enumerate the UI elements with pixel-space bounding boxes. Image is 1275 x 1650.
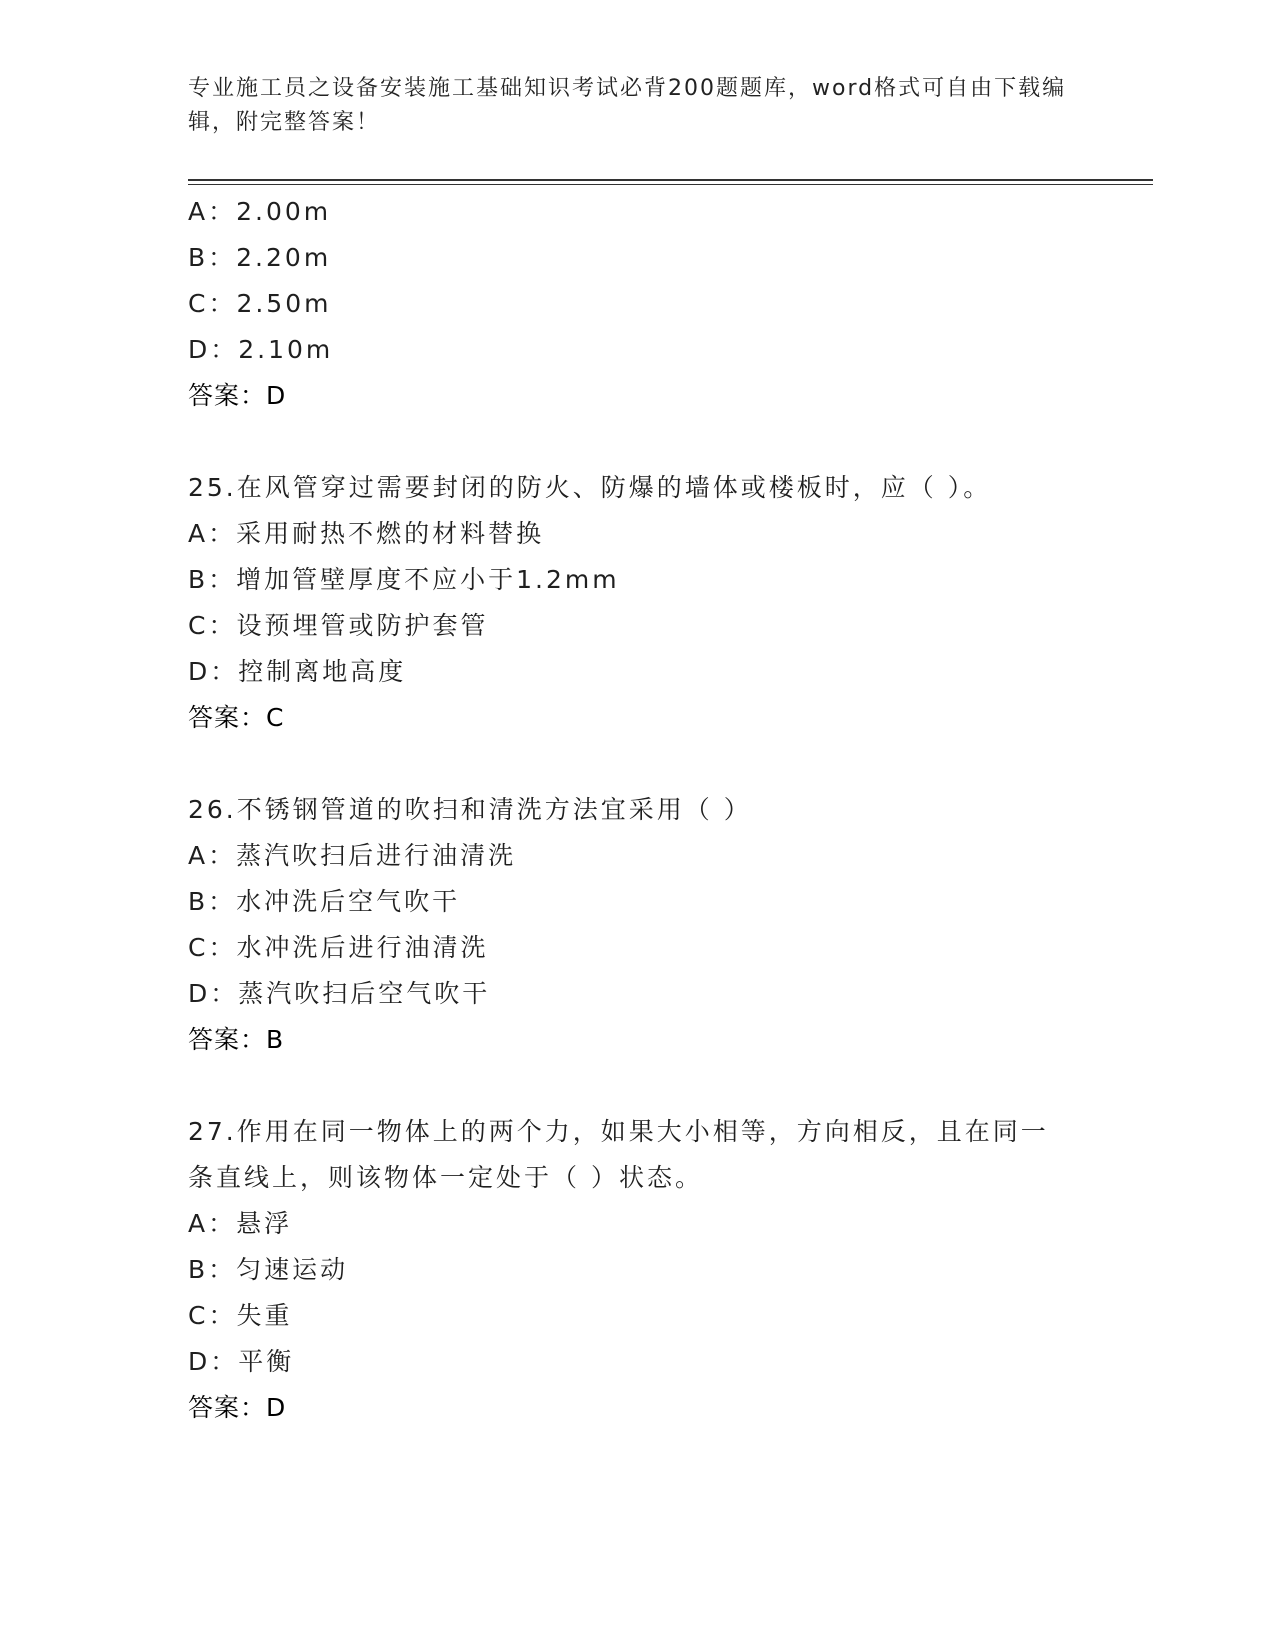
answer-line: 答案：B [188,1025,285,1054]
option-d: D：蒸汽吹扫后空气吹干 [188,979,491,1008]
question-stem: 25.在风管穿过需要封闭的防火、防爆的墙体或楼板时，应（ ）。 [188,473,992,502]
question-stem-line-2: 条直线上，则该物体一定处于（ ）状态。 [188,1163,703,1192]
answer-line: 答案：D [188,1393,287,1422]
document-header: 专业施工员之设备安装施工基础知识考试必背200题题库，word格式可自由下载编辑，附完整答案！ [188,76,1067,135]
header-divider-thick [188,179,1153,181]
option-c: C：失重 [188,1301,293,1330]
answer-line: 答案：D [188,381,287,410]
option-a: A：蒸汽吹扫后进行油清洗 [188,841,517,870]
question-24-continued [188,189,1088,419]
option-b: B：2.20m [188,243,332,272]
question-27 [188,1109,1088,1431]
option-d: D：2.10m [188,335,334,364]
spacer [188,419,1088,465]
question-stem-line-1: 27.作用在同一物体上的两个力，如果大小相等，方向相反，且在同一 [188,1117,1049,1146]
answer-line: 答案：C [188,703,285,732]
option-b: B：水冲洗后空气吹干 [188,887,461,916]
option-b: B：增加管壁厚度不应小于1.2mm [188,565,620,594]
option-d: D：平衡 [188,1347,295,1376]
option-d: D：控制离地高度 [188,657,407,686]
header-divider-thin [188,184,1153,185]
question-26 [188,787,1088,1063]
spacer [188,741,1088,787]
spacer [188,1063,1088,1109]
option-b: B：匀速运动 [188,1255,349,1284]
option-c: C：设预埋管或防护套管 [188,611,489,640]
option-c: C：2.50m [188,289,332,318]
option-c: C：水冲洗后进行油清洗 [188,933,489,962]
question-list [188,189,1088,1431]
question-stem: 26.不锈钢管道的吹扫和清洗方法宜采用（ ） [188,795,752,824]
option-a: A：采用耐热不燃的材料替换 [188,519,545,548]
option-a: A：悬浮 [188,1209,293,1238]
question-25 [188,465,1088,741]
option-a: A：2.00m [188,197,332,226]
